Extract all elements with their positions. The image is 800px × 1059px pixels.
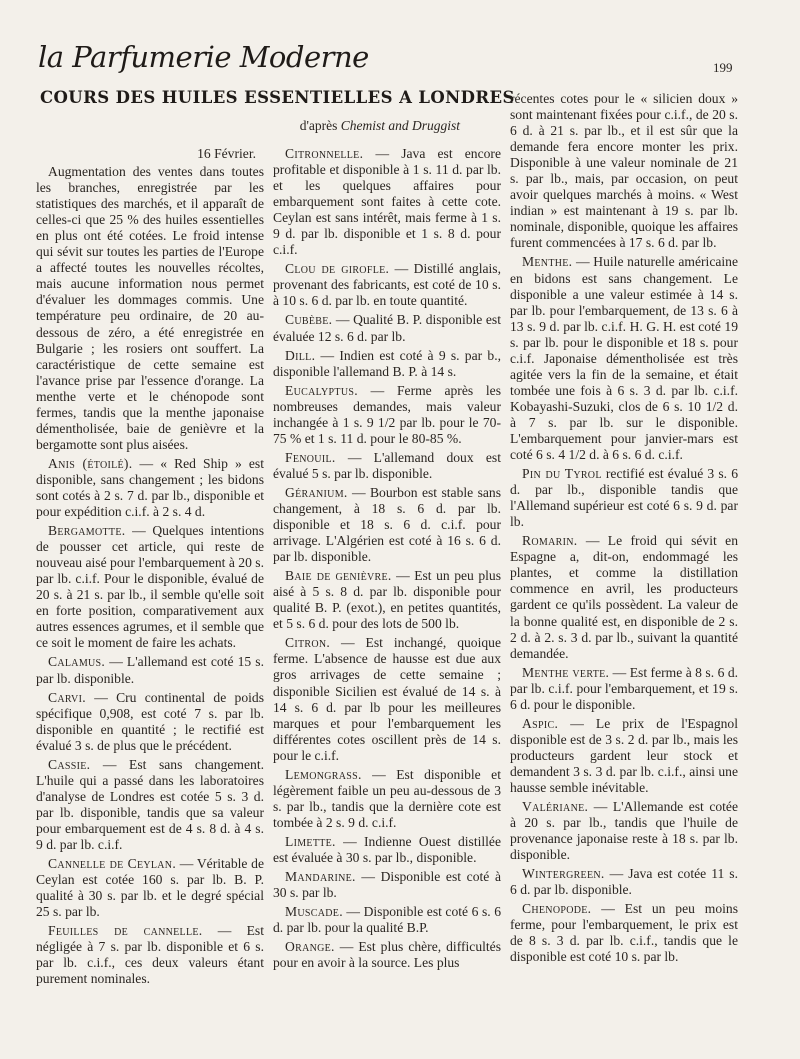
oil-price-text: — Disponible est coté 6 s. 6 d. par lb. pour la qualité B.P. [273, 904, 501, 936]
oil-entry [273, 834, 501, 866]
oil-name: Géranium. [285, 484, 348, 500]
oil-entry [273, 146, 501, 258]
oil-price-text: — Est disponible et légèrement faible un peu au-dessous de 3 s. par lb., tandis que la dernière cote est tombée à 2 s. 9 d. c.i.f. [273, 766, 501, 830]
oil-name: Aspic. [522, 715, 559, 731]
oil-price-text: — Est plus chère, difficultés pour en avoir à la source. Les plus [273, 939, 501, 971]
oil-price-text: — Quelques intentions de pousser cet article, qui reste de nouveau aisé pour l'embarquement à 20 s. par lb. c.i.f. Pour le disponible, évalué de 20 s. à 21 s. par lb., il semble qu'elle soit en forte position, comparativement aux autres essences agrumes, et il semble que ce soit le moment de faire les achats. [36, 523, 264, 651]
oil-entry [510, 665, 738, 713]
oil-entry [273, 450, 501, 482]
oil-entry [273, 261, 501, 309]
column-1 [36, 146, 264, 990]
oil-price-text: — Est un peu moins ferme, pour l'embarquement, le prix est de 8 s. 3 d. par lb. c.i.f., tandis que le disponible est coté 10 s. par lb. [510, 901, 738, 965]
oil-entry [273, 312, 501, 344]
oil-name: Muscade. [285, 904, 343, 920]
masthead-logo: la Parfumerie Moderne [38, 40, 369, 74]
column-3-continuation: récentes cotes pour le « silicien doux » sont maintenant fixées pour c.i.f., de 20 s. 6 d. à 21 s. par lb., et il est sûr que la demande fera encore monter les prix. Disponible à une valeur nominale de 21 s. par lb., mais, par occasion, on peut avoir quelques marchés à moins. « West indian » est maintenant à 19 s. par lb. nominale, disponible, quoique les affaires furent commencées à 17 s. 6 d. par lb. [510, 91, 738, 251]
oil-entry [36, 654, 264, 686]
entries-col2 [273, 146, 501, 971]
oil-name: Menthe. [522, 254, 573, 270]
oil-name: Baie de genièvre. [285, 568, 392, 584]
entries-col1 [36, 456, 264, 988]
oil-entry [510, 254, 738, 463]
oil-name: Fenouil. [285, 449, 336, 465]
oil-name: Mandarine. [285, 869, 356, 885]
oil-price-text: — Est ferme à 8 s. 6 d. par lb. c.i.f. pour l'embarquement, et 19 s. 6 d. pour le disponible. [510, 664, 739, 712]
subtitle-prefix: d'après [299, 118, 338, 133]
oil-price-text: — Disponible est coté à 30 s. par lb. [273, 869, 501, 901]
oil-name: Citronnelle. [285, 146, 364, 161]
oil-name: Bergamotte. [48, 523, 126, 539]
column-3 [510, 91, 738, 968]
oil-entry [273, 635, 501, 763]
oil-price-text: — Est sans changement. L'huile qui a passé dans les laboratoires d'analyse de Londres est cotée 5 s. 3 d. par lb. disponible, tandis que sa valeur pour embarquement est de 4 s. 8 d. à 4 s. 9 d. par lb. c.i.f. [36, 756, 264, 852]
oil-name: Cassie. [48, 756, 91, 772]
oil-price-text: — Indien est coté à 9 s. par b., disponible l'allemand B. P. à 14 s. [273, 347, 501, 379]
article-intro: Augmentation des ventes dans toutes les branches, enregistrée par les statistiques des marchés, et il apparaît de celles-ci que 25 % des huiles essentielles en plus ont été cotées. Le froid intense qui sévit sur toutes les parties de l'Europe a affecté toutes les nouvelles récoltes, mais aucune information nous permet d'évaluer les dommages commis. Une température peu ordinaire, de 20 au-dessous de zéro, a été enregistrée en Bulgarie ; les rosiers ont souffert. La caractéristique de cette semaine est l'avance prise par l'essence d'orange. La menthe verte et le chénopode sont fermes, tandis que la menthe japonaise démentholisée, baie de genièvre et la bergamotte sont plus aisées. [36, 164, 264, 452]
oil-name: Anis (étoilé). [48, 455, 133, 471]
oil-price-text: — Indienne Ouest distillée est évaluée à 30 s. par lb., disponible. [273, 833, 501, 865]
oil-entry [273, 485, 501, 565]
oil-name: Calamus. [48, 654, 106, 670]
oil-entry [273, 383, 501, 447]
oil-price-text: — L'Allemande est cotée à 20 s. par lb., tandis que l'huile de provenance japonaise reste à 18 s. par lb. disponible. [510, 799, 738, 863]
oil-name: Lemongrass. [285, 766, 362, 782]
oil-price-text: — Ferme après les nombreuses demandes, mais valeur inchangée à 1 s. 9 1/2 par lb. pour le 70-75 % et 1 s. 11 d. pour le 80-85 %. [273, 382, 501, 446]
oil-entry [510, 799, 738, 863]
oil-name: Orange. [285, 939, 335, 955]
oil-name: Cannelle de Ceylan. [48, 856, 177, 872]
oil-price-text: — Qualité B. P. disponible est évaluée 12 s. 6 d. par lb. [273, 312, 501, 344]
article-title: COURS DES HUILES ESSENTIELLES A LONDRES [40, 88, 515, 107]
oil-name: Valériane. [522, 799, 589, 815]
oil-entry [510, 866, 738, 898]
oil-name: Pin du Tyrol [522, 466, 602, 482]
oil-entry [510, 533, 738, 661]
oil-entry [36, 757, 264, 853]
oil-entry [273, 869, 501, 901]
page-number: 199 [713, 60, 733, 75]
oil-entry [273, 767, 501, 831]
oil-entry [273, 568, 501, 632]
oil-name: Cubèbe. [285, 312, 333, 328]
oil-entry [510, 716, 738, 796]
oil-entry [273, 348, 501, 380]
oil-name: Clou de girofle. [285, 261, 390, 277]
oil-price-text: — L'allemand doux est évalué 5 s. par lb. disponible. [273, 449, 501, 481]
subtitle-source: Chemist and Druggist [340, 118, 460, 133]
column-2 [273, 146, 501, 974]
oil-price-text: — Véritable de Ceylan est cotée 160 s. par lb. B. P. qualité à 30 s. par lb. et le degré spécial 25 s. par lb. [36, 856, 264, 920]
oil-entry [36, 856, 264, 920]
oil-price-text: — Est inchangé, quoique ferme. L'absence de hausse est due aux gros arrivages de cette semaine ; disponible Sicilien est évalué de 14 s. à 14 s. 6 d. par lb pour les meilleures marques et pour l'embarquement les différentes cotes oscillent près de 14 s. pour le c.i.f. [273, 635, 501, 763]
oil-price-text: — Le froid qui sévit en Espagne a, dit-on, endommagé les plantes, et comme la distillation commence en avril, les producteurs gardent ce qu'ils possèdent. La valeur de la bonne qualité est, en disponible de 2 s. 2 d. à 2. s. 3 d. par lb., suivant la quantité demandée. [510, 533, 738, 661]
oil-entry [510, 466, 738, 530]
oil-entry [36, 456, 264, 520]
oil-entry [510, 901, 738, 965]
oil-price-text: — L'allemand est coté 15 s. par lb. disponible. [36, 654, 264, 686]
oil-price-text: — Le prix de l'Espagnol disponible est de 3 s. 2 d. par lb., mais les producteurs gardent leur stock et demandent 3 s. 3 d. par lb. c.i.f., ainsi une hausse semble inévitable. [510, 715, 738, 795]
oil-name: Feuilles de cannelle. [48, 923, 203, 939]
oil-price-text: — Est un peu plus aisé à 5 s. 8 d. par lb. disponible pour qualité B. P. (exot.), en petites quantités, et 5 s. 6 d. pour des lots de 500 lb. [273, 568, 501, 632]
oil-price-text: — Bourbon est stable sans changement, à 18 s. 6 d. par lb. disponible et 18 s. 6 d. c.i.f. pour arrivage. L'Algérien est coté à 16 s. 6 d. par lb. disponible. [273, 484, 501, 565]
oil-name: Romarin. [522, 533, 578, 549]
oil-name: Chenopode. [522, 901, 592, 917]
oil-name: Dill. [285, 347, 316, 363]
oil-price-text: — Cru continental de poids spécifique 0,908, est coté 7 s. par lb. disponible en quantité ; le rectifié est évalué 3 s. de plus que le précédent. [36, 689, 264, 753]
oil-price-text: — Est négligée à 7 s. par lb. disponible et 6 s. par lb. c.i.f., ces deux valeurs étant purement nominales. [36, 923, 264, 987]
oil-name: Wintergreen. [522, 866, 605, 882]
oil-entry [36, 923, 264, 987]
oil-name: Limette. [285, 833, 336, 849]
oil-price-text: — Java est encore profitable et disponible à 1 s. 11 d. par lb. et les quelques affaires pour embarquement sont faites à cette cote. Ceylan est sans intérêt, mais ferme à 1 s. 9 d. par lb. disponible et 1 s. 8 d. pour c.i.f. [273, 146, 501, 258]
oil-entry [36, 690, 264, 754]
oil-price-text: rectifié est évalué 3 s. 6 d. par lb., disponible tandis que l'Allemand supérieur est coté 6 s. 9 d. par lb. [510, 466, 739, 530]
oil-price-text: — Java est cotée 11 s. 6 d. par lb. disponible. [510, 866, 738, 898]
article-subtitle [40, 118, 460, 134]
article-date: 16 Février. [197, 146, 256, 161]
entries-col3 [510, 254, 738, 965]
oil-name: Menthe verte. [522, 664, 610, 680]
oil-entry [36, 523, 264, 651]
oil-name: Citron. [285, 635, 331, 651]
oil-price-text: — « Red Ship » est disponible, sans changement ; les bidons sont cotés à 2 s. 7 d. par lb., disponible et pour expédition c.i.f. à 2 s. 4 d. [36, 455, 264, 520]
oil-entry [273, 939, 501, 971]
oil-price-text: — Distillé anglais, provenant des fabricants, est coté de 10 s. à 10 s. 6 d. par lb. en toute quantité. [273, 261, 502, 309]
oil-entry [273, 904, 501, 936]
oil-name: Eucalyptus. [285, 382, 358, 398]
oil-name: Carvi. [48, 689, 86, 705]
oil-price-text: — Huile naturelle américaine en bidons est sans changement. Le disponible a une valeur estimée à 14 s. par lb. pour l'embarquement, de 13 s. 6 à 13 s. 9 d. par lb. c.i.f. H. G. H. est coté 19 s. par lb. pour le disponible et 18 s. pour c.i.f. Japonaise démentholisée est très agitée vers la fin de la semaine, et était tombée une fois à 6 s. 3 d. par lb. c.i.f. Kobayashi-Suzuki, clos de 6 s. 10 1/2 d. à 7 s. par lb. sur le disponible. L'embarquement pour janvier-mars est coté 6 s. 4 1/2 d. à 6 s. 6 d. c.i.f. [510, 254, 738, 463]
